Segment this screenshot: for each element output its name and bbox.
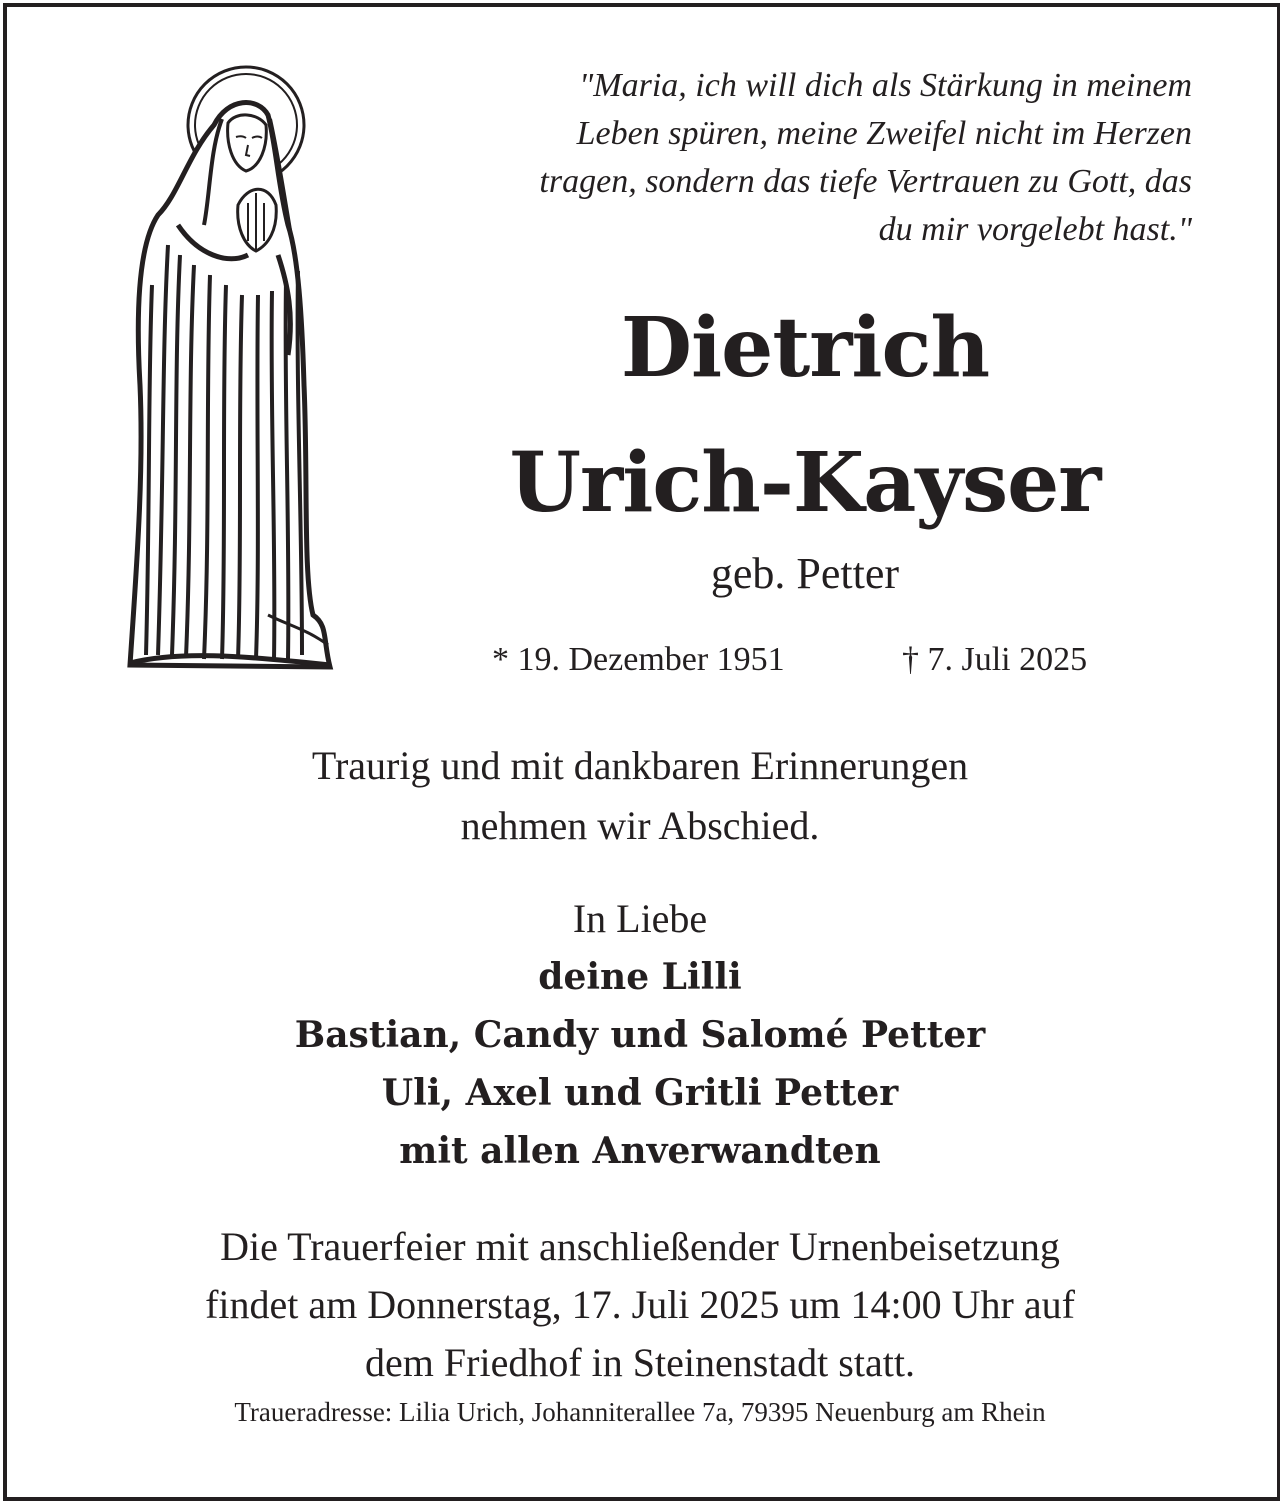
mourners-block <box>40 890 1240 1180</box>
quote-line: tragen, sondern das tiefe Vertrauen zu Gott, das <box>539 163 1192 200</box>
deceased-first-name: Dietrich <box>620 300 990 396</box>
deceased-birth-name: geb. Petter <box>710 549 900 598</box>
praying-madonna-icon <box>118 55 346 675</box>
quote-line: Leben spüren, meine Zweifel nicht im Herzen <box>576 115 1192 152</box>
mourners-intro: In Liebe <box>572 896 708 941</box>
mourning-text <box>40 736 1240 856</box>
mourner-name: Bastian, Candy und Salomé Petter <box>294 1014 986 1056</box>
service-line: dem Friedhof in Steinenstadt statt. <box>365 1340 915 1385</box>
mourning-address: Traueradresse: Lilia Urich, Johanniterallee 7a, 79395 Neuenburg am Rhein <box>234 1397 1046 1427</box>
service-line: findet am Donnerstag, 17. Juli 2025 um 14:00 Uhr auf <box>205 1282 1075 1327</box>
service-line: Die Trauerfeier mit anschließender Urnenbeisetzung <box>220 1224 1060 1269</box>
deceased-last-name: Urich-Kayser <box>509 435 1101 531</box>
quote-line: du mir vorgelebt hast." <box>878 211 1192 248</box>
service-info <box>40 1218 1240 1392</box>
mourner-name: deine Lilli <box>538 956 742 998</box>
mourner-name: Uli, Axel und Gritli Petter <box>381 1072 899 1114</box>
death-date: † 7. Juli 2025 <box>902 641 1088 678</box>
mourner-name: mit allen Anverwandten <box>399 1130 881 1172</box>
birth-date: * 19. Dezember 1951 <box>492 641 785 678</box>
mourning-line: Traurig und mit dankbaren Erinnerungen <box>311 743 969 788</box>
quote-line: "Maria, ich will dich als Stärkung in meinem <box>579 67 1192 104</box>
bible-quote <box>420 62 1192 254</box>
mourning-line: nehmen wir Abschied. <box>460 803 820 848</box>
